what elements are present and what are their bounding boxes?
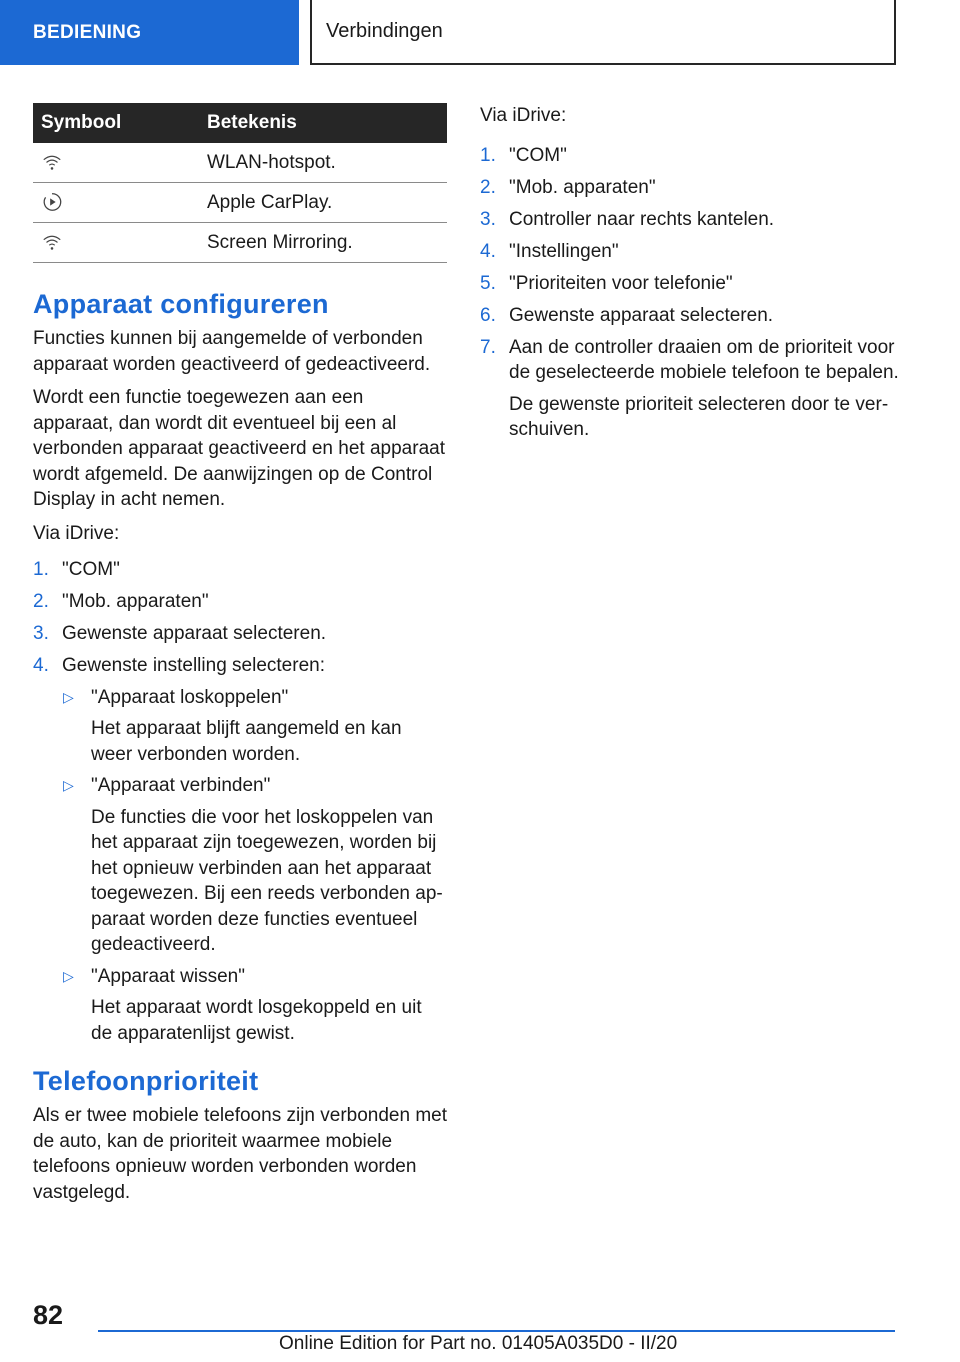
step-text: "Mob. apparaten" xyxy=(509,176,656,198)
list-item xyxy=(480,207,900,233)
via-idrive-label: Via iDrive: xyxy=(480,105,567,126)
step-number: 1. xyxy=(480,144,496,166)
step-text: "Prioriteiten voor telefonie" xyxy=(509,272,733,294)
step-number: 3. xyxy=(33,623,49,644)
step-text: "Instellingen" xyxy=(509,240,619,262)
option-label: "Apparaat loskoppelen" xyxy=(91,686,289,708)
option-description: Het apparaat blijft aangemeld en kan weer verbonden worden. xyxy=(91,718,402,765)
triangle-bullet-icon: ▷ xyxy=(63,688,74,705)
triangle-bullet-icon: ▷ xyxy=(63,967,74,984)
step-number: 1. xyxy=(33,559,49,580)
step-number: 4. xyxy=(33,655,49,676)
option-list xyxy=(62,685,447,1047)
symbol-cell xyxy=(33,223,199,263)
list-item xyxy=(480,303,900,329)
step-number: 2. xyxy=(480,176,496,198)
list-item xyxy=(480,271,900,297)
step-text: "Mob. apparaten" xyxy=(62,591,209,612)
step-number: 2. xyxy=(33,591,49,612)
table-row xyxy=(33,183,447,223)
option-item xyxy=(62,773,447,958)
option-item xyxy=(62,964,447,1047)
list-item xyxy=(480,143,900,169)
step-description: De gewenste prioriteit selecteren door te verschuiven. xyxy=(509,393,889,440)
symbol-cell xyxy=(33,183,199,223)
option-description: Het apparaat wordt losgekoppeld en uit de apparatenlijst gewist. xyxy=(91,997,422,1044)
step-text: Aan de controller draaien om de prioriteit voor de geselecteerde mobiele telefoon te bepalen. xyxy=(509,336,899,383)
section-title: Verbindingen xyxy=(326,20,443,42)
footer-divider xyxy=(98,1330,895,1332)
step-number: 7. xyxy=(480,336,496,358)
paragraph: Functies kunnen bij aangemelde of verbonden apparaat worden geactiveerd of gedeactiveerd. xyxy=(33,328,431,375)
heading-configure: Apparaat configureren xyxy=(33,289,329,319)
carplay-icon xyxy=(41,191,63,213)
left-column xyxy=(33,103,447,1213)
list-item xyxy=(480,239,900,265)
step-number: 3. xyxy=(480,208,496,230)
option-label: "Apparaat wissen" xyxy=(91,965,245,987)
list-item xyxy=(480,175,900,201)
chapter-title: BEDIENING xyxy=(33,21,142,43)
step-number: 6. xyxy=(480,304,496,326)
triangle-bullet-icon: ▷ xyxy=(63,777,74,793)
step-number: 4. xyxy=(480,240,496,262)
option-item xyxy=(62,685,447,768)
section-header xyxy=(310,0,896,65)
table-row xyxy=(33,223,447,263)
list-item xyxy=(33,653,447,1046)
meaning-cell: Apple CarPlay. xyxy=(199,183,447,223)
column-header-meaning: Betekenis xyxy=(199,103,447,143)
step-text: Controller naar rechts kantelen. xyxy=(509,208,775,230)
priority-steps xyxy=(480,143,900,443)
list-item xyxy=(33,589,447,615)
symbol-table xyxy=(33,103,447,263)
step-text: Gewenste apparaat selecteren. xyxy=(62,623,327,644)
paragraph: Als er twee mobiele telefoons zijn verbonden met de auto, kan de prioriteit waarmee mobiele telefoons opnieuw worden verbonden worden vastgelegd. xyxy=(33,1105,448,1203)
option-description: De functies die voor het loskoppelen van het apparaat zijn toegewezen, worden bij het opnieuw verbinden aan het apparaat toegewezen. Bij een reeds verbonden apparaat worden deze functies eventueel gedeactiveerd. xyxy=(91,806,443,955)
page-number: 82 xyxy=(33,1300,64,1330)
step-number: 5. xyxy=(480,272,496,294)
wifi-icon xyxy=(41,231,63,253)
chapter-tab xyxy=(0,0,299,65)
table-header-row xyxy=(33,103,447,143)
meaning-cell: Screen Mirroring. xyxy=(199,223,447,263)
step-text: Gewenste instelling selecteren: xyxy=(62,655,325,676)
table-row xyxy=(33,143,447,183)
list-item xyxy=(33,621,447,647)
step-text: "COM" xyxy=(62,559,120,580)
configure-steps xyxy=(33,557,447,1046)
right-column xyxy=(480,103,900,449)
list-item xyxy=(33,557,447,583)
list-item xyxy=(480,335,900,443)
option-label: "Apparaat verbinden" xyxy=(91,775,271,796)
heading-priority: Telefoonprioriteit xyxy=(33,1066,259,1096)
symbol-cell xyxy=(33,143,199,183)
step-text: Gewenste apparaat selecteren. xyxy=(509,304,774,326)
step-text: "COM" xyxy=(509,144,567,166)
wifi-icon xyxy=(41,151,63,173)
meaning-cell: WLAN-hotspot. xyxy=(199,143,447,183)
via-idrive-label: Via iDrive: xyxy=(33,522,120,544)
paragraph: Wordt een functie toegewezen aan een apparaat, dan wordt dit eventueel bij een al verbonden apparaat geactiveerd en het apparaat wordt afgemeld. De aanwijzingen op de Control Display in acht nemen. xyxy=(33,387,445,510)
footer-edition: Online Edition for Part no. 01405A035D0 - II/20 xyxy=(279,1333,678,1354)
column-header-symbol: Symbool xyxy=(33,103,199,143)
